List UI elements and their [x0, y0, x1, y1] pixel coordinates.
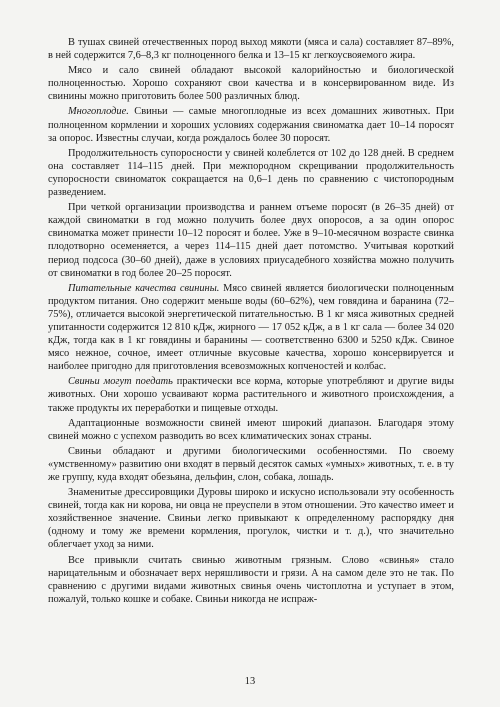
paragraph-8-text: Адаптационные возможности свиней имеют широкий диапазон. Благодаря этому свиней можно с успехом разводить во всех климатических зонах страны. — [48, 417, 454, 442]
paragraph-4-text: Продолжительность супоросности у свиней колеблется от 102 до 128 дней. В среднем она составляет 114–115 дней. При межпородном скрещивании продолжительность супоросности свиноматок сокращается на 0,6–1 день по сравнению с чистопородным разведением. — [48, 147, 454, 199]
paragraph-9 — [48, 445, 454, 484]
paragraph-10-text: Знаменитые дрессировщики Дуровы широко и искусно использовали эту особенность свиней, тогда как ни корова, ни овца не преуспели в этом отношении. Это качество имеет и хозяйственное значение. Свиньи легко привыкают к определенному распорядку дня (одному и тому же времени кормления, прогулок, чистки и т. д.), что значительно облегчает уход за ними. — [48, 487, 454, 551]
paragraph-7-text: практически все корма, которые употребляют и другие виды животных. Они хорошо усваивают корма растительного и животного происхождения, а также продукты их переработки и пищевые отходы. — [48, 376, 454, 414]
paragraph-7 — [48, 375, 454, 414]
paragraph-2-text: Мясо и сало свиней обладают высокой калорийностью и биологической полноценностью. Хорошо сохраняют свои качества и в консервированном виде. Из свинины можно приготовить более 500 различных блюд. — [48, 65, 454, 103]
paragraph-5-text: При четкой организации производства и раннем отъеме поросят (в 26–35 дней) от каждой свиноматки в год можно получить более двух опоросов, а за один опорос свиноматка может принести 10–12 поросят и более. Уже в 9–10-месячном возрасте свинка плодотворно осеменяется, а через 114–115 дней дает потомство. Учитывая короткий период подсоса (30–60 дней), даже в условиях приусадебного хозяйства можно получить от свиноматки в год более 20–25 поросят. — [48, 202, 454, 279]
paragraph-7-lead: Свиньи могут поедать — [68, 376, 173, 388]
paragraph-6-lead: Питательные качества свинины. — [68, 282, 220, 294]
paragraph-3 — [48, 105, 454, 144]
paragraph-1 — [48, 36, 454, 62]
paragraph-2 — [48, 64, 454, 103]
page-number: 13 — [244, 676, 256, 687]
paragraph-9-text: Свиньи обладают и другими биологическими особенностями. По своему «умственному» развитию они входят в первый десяток самых «умных» животных, т. е. в ту же группу, куда входят обезьяна, дельфин, слон, собака, лошадь. — [48, 445, 454, 483]
paragraph-10 — [48, 486, 454, 551]
paragraph-11 — [48, 554, 454, 606]
paragraph-5 — [48, 201, 454, 280]
paragraph-1-text: В тушах свиней отечественных пород выход мякоти (мяса и сала) составляет 87–89%, в ней содержится 7,6–8,3 кг полноценного белка и 13–15 кг легкоусвояемого жира. — [48, 37, 454, 62]
paragraph-8 — [48, 417, 454, 443]
paragraph-4 — [48, 147, 454, 199]
paragraph-3-lead: Многоплодие. — [68, 106, 129, 118]
paragraph-6-text: Мясо свиней является биологически полноценным продуктом питания. Оно содержит меньше воды (60–62%), чем говядина и баранина (72–75%), отличается высокой энергетической питательностью. В 1 кг мяса животных средней упитанности содержится 12 810 кДж, жирного — 17 052 кДж, а в 1 кг сала — более 34 020 кДж, тогда как в 1 кг говядины и баранины — соответственно 6300 и 5250 кДж. Свиное мясо нежное, сочное, имеет отличные вкусовые качества, хорошо консервируется и наиболее пригодно для приготовления всевозможных копченостей и колбас. — [48, 282, 454, 373]
paragraph-3-text: Свиньи — самые многоплодные из всех домашних животных. При полноценном кормлении и хороших условиях содержания свиноматка дает 10–14 поросят за опорос. Известны случаи, когда рождалось более 30 поросят. — [48, 106, 454, 144]
paragraph-11-text: Все привыкли считать свинью животным грязным. Слово «свинья» стало нарицательным и обозначает верх неряшливости и грязи. А на самом деле это не так. По сравнению с другими видами животных свинья очень чистоплотна и уступает в этом, пожалуй, только кошке и собаке. Свиньи никогда не испраж- — [48, 554, 454, 605]
paragraph-6 — [48, 282, 454, 374]
